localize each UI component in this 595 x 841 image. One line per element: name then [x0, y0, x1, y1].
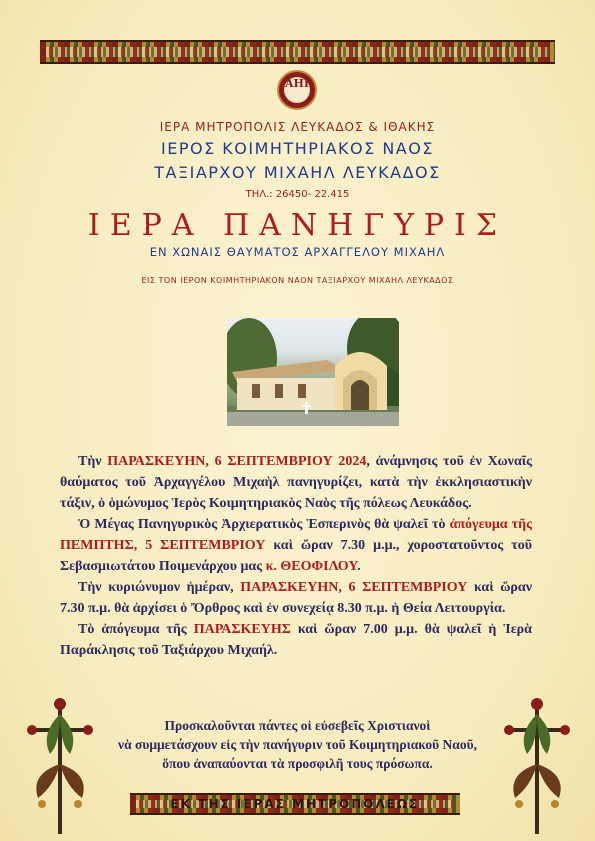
p1-text-c: , ἀνάμνησις τοῦ ἐν Χωναῖς θαύματος τοῦ Ἀρχαγγέλου Μιχαὴλ πανηγυρίζει, κατὰ τὴν ἐκκλησιαστικὴν τάξιν, ὁ ὁμώνυμος Ἱερὸς Κοιμητηριακὸς Ναὸς τῆς πόλεως Λευκάδος.: [60, 454, 532, 511]
p3-text-a: Τὴν κυριώνυμον ἡμέραν,: [78, 580, 241, 595]
p2-date-highlight: ἀπόγευμα τῆς ΠΕΜΠΤΗΣ, 5 ΣΕΠΤΕΜΒΡΙΟΥ: [60, 517, 532, 553]
feast-subtitle: ΕΝ ΧΩΝΑΙΣ ΘΑΥΜΑΤΟΣ ΑΡΧΑΓΓΕΛΟΥ ΜΙΧΑΗΛ: [149, 245, 446, 259]
feast-title: ΙΕΡΑ ΠΑΝΗΓΥΡΙΣ: [87, 208, 508, 243]
footer-caption: ΕΚ ΤΗΣ ΙΕΡΑΣ ΜΗΤΡΟΠΟΛΕΩΣ: [170, 797, 420, 811]
p1-text-a: Τὴν: [78, 454, 108, 469]
p3-date-highlight: ΠΑΡΑΣΚΕΥΗΝ, 6 ΣΕΠΤΕΜΒΡΙΟΥ: [240, 580, 468, 595]
church-name-line2: ΤΑΞΙΑΡΧΟΥ ΜΙΧΑΗΛ ΛΕΥΚΑΔΟΣ: [154, 163, 441, 182]
right-cross-ornament-icon: [497, 694, 577, 834]
metropolis-name: ΙΕΡΑ ΜΗΤΡΟΠΟΛΙΣ ΛΕΥΚΑΔΟΣ & ΙΘΑΚΗΣ: [159, 120, 436, 134]
p3-text-c: καὶ ὥραν 7.30 π.μ. θὰ ἀρχίσει ὁ Ὄρθρος καὶ ἐν συνεχείᾳ 8.30 π.μ. ἡ Θεία Λειτουργία.: [60, 580, 532, 616]
seal-glyph: ΑΗΙ: [284, 77, 310, 90]
p2-text-e: .: [357, 559, 361, 574]
phone-number: ΤΗΛ.: 26450- 22.415: [245, 189, 350, 200]
metropolis-seal-icon: [277, 70, 317, 110]
p4-text-c: καὶ ὥραν 7.00 μ.μ. θὰ ψαλεῖ ἡ Ἱερὰ Παράκλησις τοῦ Ταξιάρχου Μιχαήλ.: [60, 622, 532, 658]
announcement-body: [60, 451, 532, 661]
p2-text-c: καὶ ὥραν 7.30 μ.μ., χοροστατοῦντος τοῦ Σεβασμιωτάτου Ποιμενάρχου μας: [60, 538, 532, 574]
p1-date-highlight: ΠΑΡΑΣΚΕΥΗΝ, 6 ΣΕΠΤΕΜΒΡΙΟΥ 2024: [107, 454, 367, 469]
paragraph-2: [60, 514, 532, 577]
paragraph-1: [60, 451, 532, 514]
church-photo: [227, 318, 399, 426]
invitation-text: [100, 716, 495, 773]
invitation-line-2: νὰ συμμετάσχουν εἰς τὴν πανήγυριν τοῦ Κοιμητηριακοῦ Ναοῦ,: [118, 737, 477, 752]
invitation-line-1: Προσκαλοῦνται πάντες οἱ εὐσεβεῖς Χριστιανοὶ: [164, 718, 431, 733]
left-cross-ornament-icon: [20, 694, 100, 834]
invitation-line-3: ὅπου ἀναπαύονται τὰ προσφιλῆ τους πρόσωπα.: [162, 756, 433, 771]
p4-text-a: Τὸ ἀπόγευμα τῆς: [78, 622, 194, 637]
p4-day-highlight: ΠΑΡΑΣΚΕΥΗΣ: [193, 622, 291, 637]
top-ornamental-border: [40, 40, 555, 64]
p2-text-a: Ὁ Μέγας Πανηγυρικὸς Ἀρχιερατικὸς Ἑσπερινὸς θὰ ψαλεῖ τὸ: [78, 517, 450, 532]
p2-bishop-highlight: κ. ΘΕΟΦΙΛΟΥ: [265, 559, 358, 574]
paragraph-4: [60, 619, 532, 661]
church-name-line1: ΙΕΡΟΣ ΚΟΙΜΗΤΗΡΙΑΚΟΣ ΝΑΟΣ: [161, 139, 434, 158]
feast-location: ΕΙΣ ΤΟΝ ΙΕΡΟΝ ΚΟΙΜΗΤΗΡΙΑΚΟΝ ΝΑΟΝ ΤΑΞΙΑΡΧΟΥ ΜΙΧΑΗΛ ΛΕΥΚΑΔΟΣ: [141, 276, 454, 285]
church-photo-drawing: [227, 318, 399, 426]
paragraph-3: [60, 577, 532, 619]
bottom-ornamental-border: [130, 793, 460, 815]
